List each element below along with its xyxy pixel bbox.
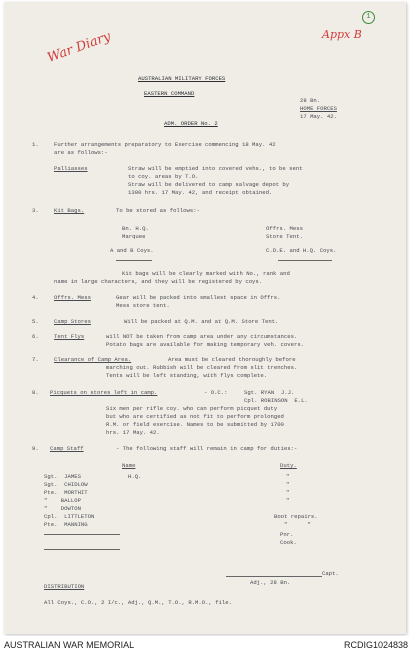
kitbags-col2-b: Store Tent. [266, 233, 303, 240]
palliasses-line1: Straw will be emptied into covered vehs., to be sent [128, 165, 303, 172]
kitbags-col1-b: Marquee [122, 233, 146, 240]
order-title: ADM. ORDER No. 2 [164, 120, 218, 127]
item8-text4: hrs. 17 May. 42. [106, 429, 160, 436]
palliasses-line4: 1300 hrs. 17 May. 42, and receipt obtained. [128, 189, 273, 196]
kitbags-note2: name in large characters, and they will be registered by coys. [54, 278, 263, 285]
staff-divider-2 [44, 549, 120, 550]
staff-duty: " " [284, 521, 311, 528]
item7-text3: Tents will be left standing, with flys complete. [106, 372, 268, 379]
header-command: EASTERN COMMAND [144, 90, 195, 97]
header-org: AUSTRALIAN MILITARY FORCES [138, 75, 226, 82]
item7-num: 7. [32, 356, 39, 363]
kitbags-col2-c: C.D.E. and H.Q. Coys. [266, 247, 337, 254]
staff-duty: " [286, 497, 290, 504]
signature-rank: Capt. [322, 570, 339, 577]
item8-oc: - O.C.: [204, 389, 228, 396]
item9-heading: Camp Staff [50, 445, 84, 452]
item5-num: 5. [32, 318, 39, 325]
item7-text2: marching out. Rubbish will be cleared from slit trenches. [106, 364, 298, 371]
handwritten-appx-b: Appx B [322, 28, 362, 41]
staff-duty: Pnr. [280, 531, 294, 538]
item6-heading: Tent Flys [54, 333, 85, 340]
kitbags-heading: Kit Bags. [54, 207, 85, 214]
staff-duty: Cook. [280, 539, 297, 546]
item4-num: 4. [32, 294, 39, 301]
palliasses-line2: to coy. areas by T.O. [128, 173, 199, 180]
staff-name: " DOWTON [44, 505, 81, 512]
item8-num: 8. [32, 389, 39, 396]
staff-divider-1 [44, 534, 120, 535]
kitbags-note1: Kit bags will be clearly marked with No., rank and [122, 270, 290, 277]
staff-col-name: Name [122, 462, 136, 469]
staff-name: Pte. MORTHIT [44, 489, 88, 496]
header-unit2: HOME FORCES [300, 105, 337, 112]
staff-duty: Boot repairs. [274, 513, 318, 520]
item6-text1: will NOT be taken from camp area under any circumstances. [106, 333, 298, 340]
distribution-text: All Coys., C.O., 2 I/c., Adj., Q.M., T.O., R.M.O., file. [44, 599, 232, 606]
staff-name: Cpl. LITTLETON [44, 513, 95, 520]
staff-col-coy: H.Q. [128, 473, 142, 480]
staff-duty: " [286, 473, 290, 480]
kitbags-num: 3. [32, 207, 39, 214]
footer-institution: AUSTRALIAN WAR MEMORIAL [4, 640, 135, 650]
item8-names2: Cpl. ROBINSON E.L. [244, 397, 308, 404]
handwritten-war-diary: War Diary [45, 29, 113, 66]
item7-text1: Area must be cleared thoroughly before [168, 356, 296, 363]
staff-duty: " [286, 489, 290, 496]
header-date: 17 May. 42. [300, 113, 337, 120]
item7-heading: Clearance of Camp Area. [54, 356, 132, 363]
item4-heading: Offrs. Mess [54, 294, 91, 301]
item6-num: 6. [32, 333, 39, 340]
kitbags-col2-a: Offrs. Mess [266, 225, 303, 232]
item9-num: 9. [32, 445, 39, 452]
signature-title: Adj., 28 Bn. [250, 579, 291, 586]
item1-num: 1. [32, 141, 39, 148]
item4-text1: Gear will be packed into smallest space in Offrs. [116, 294, 281, 301]
kitbags-intro: To be stored as follows:- [116, 207, 200, 214]
item8-text3: R.M. or field exercise. Names to be submitted by 1700 [106, 421, 284, 428]
signature-line [226, 576, 322, 577]
item4-text2: Mess store tent. [116, 302, 170, 309]
staff-duty: " [286, 481, 290, 488]
archive-footer [0, 636, 414, 654]
page-number-circle: 1 [362, 11, 375, 24]
item8-names1: Sgt. RYAN J.J. [244, 389, 295, 396]
kitbags-col1-a: Bn. H.Q. [122, 225, 149, 232]
staff-name: " BALLOP [44, 497, 81, 504]
item6-text2: Potato bags are available for making temporary veh. covers. [106, 341, 305, 348]
item8-text2: but who are certified as not fit to perform prolonged [106, 413, 284, 420]
staff-name: Pte. MANNING [44, 521, 88, 528]
item5-heading: Camp Stores [54, 318, 91, 325]
kitbags-divider-2 [278, 260, 332, 261]
staff-name: Sgt. CHIDLOW [44, 481, 88, 488]
distribution-heading: DISTRIBUTION [44, 583, 85, 590]
item1-line2: are as follows:- [54, 149, 108, 156]
item8-text1: Six men per rifle coy. who can perform picquet duty [106, 405, 278, 412]
item9-intro: - The following staff will remain in camp for duties:- [116, 445, 298, 452]
staff-col-duty: Duty. [280, 462, 297, 469]
item8-heading: Picquets on stores left in camp. [50, 389, 158, 396]
palliasses-heading: Palliasses [54, 165, 88, 172]
item1-line1: Further arrangements preparatory to Exercise commencing 18 May. 42 [54, 141, 276, 148]
palliasses-line3: Straw will be delivered to camp salvage depot by [128, 181, 290, 188]
kitbags-col1-c: A and B Coys. [110, 247, 154, 254]
kitbags-divider-1 [116, 260, 152, 261]
item5-text1: Will be packed at Q.M. and at Q.M. Store Tent. [124, 318, 279, 325]
staff-name: Sgt. JAMES [44, 473, 81, 480]
document-page [4, 2, 406, 634]
header-unit: 28 Bn. [300, 97, 321, 104]
footer-record-id: RCDIG1024838 [343, 640, 408, 650]
